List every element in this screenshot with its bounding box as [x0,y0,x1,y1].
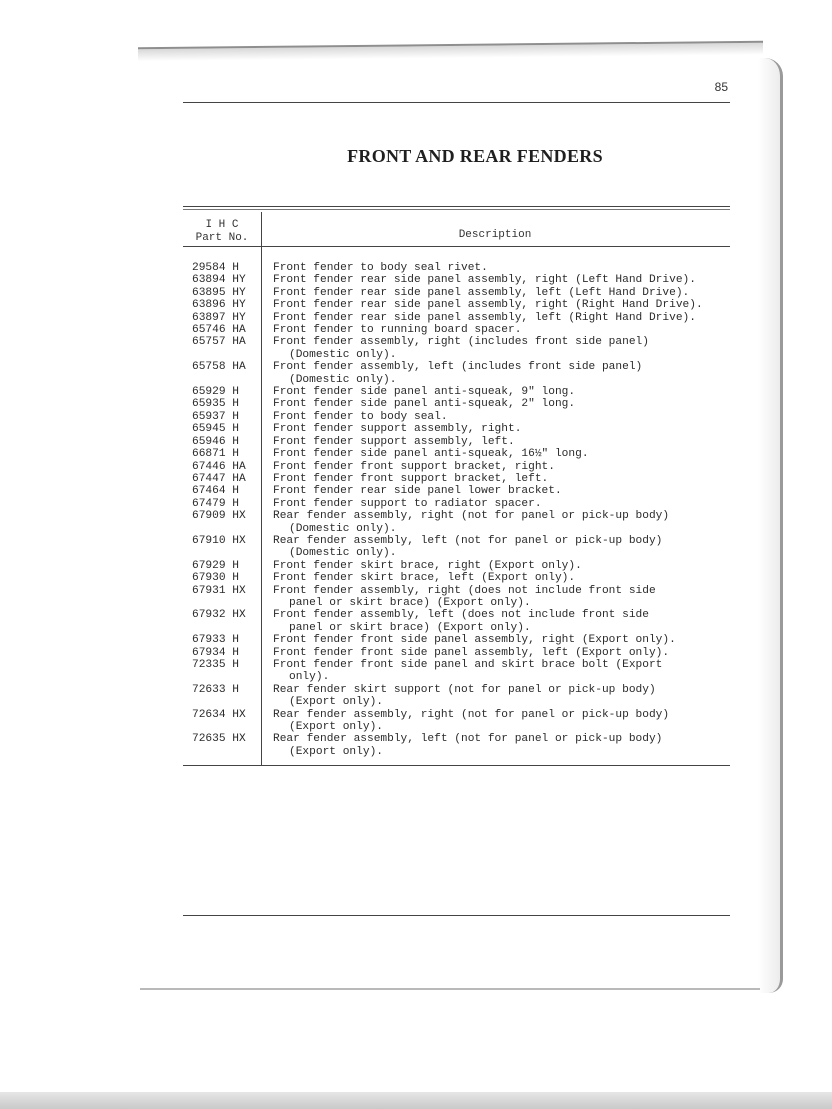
part-number: 67933 H [192,634,239,647]
part-number: 65746 HA [192,324,246,337]
description-line: Front fender rear side panel lower bracket. [273,485,562,498]
table-row [192,684,752,709]
part-number: 67929 H [192,559,239,572]
description-line: Front fender side panel anti-squeak, 2" long. [273,398,576,411]
description-continuation: panel or skirt brace) (Export only). [289,621,531,634]
part-number: 67931 HX [192,584,246,597]
table-row [192,709,752,734]
table-row [192,485,752,497]
table-row [192,312,752,324]
part-number: 65946 H [192,435,239,448]
part-description [273,473,752,485]
part-number: 63894 HY [192,274,246,287]
part-description [273,510,752,535]
part-description [273,498,752,510]
column-header-description: Description [458,229,532,241]
description-line: Front fender to body seal. [273,410,448,423]
page-title: FRONT AND REAR FENDERS [347,146,603,166]
table-row [192,733,752,758]
table-row [192,585,752,610]
header-rule [183,102,730,103]
description-line: Front fender support assembly, left. [273,435,515,448]
part-description [273,609,752,634]
page-number: 85 [714,80,728,94]
description-continuation: (Export only). [289,696,383,709]
table-row [192,461,752,473]
column-header-part-line1: I H C [205,219,239,231]
description-line: Front fender assembly, left (does not include front side [273,609,649,622]
part-number: 65945 H [192,423,239,436]
description-line: Front fender side panel anti-squeak, 16½" long. [273,448,589,461]
description-line: Rear fender skirt support (not for panel or pick-up body) [273,683,656,696]
parts-list [192,262,752,758]
description-line: Front fender front side panel and skirt brace bolt (Export [273,659,663,671]
part-description [273,386,752,398]
table-row [192,436,752,448]
description-line: Front fender skirt brace, left (Export only). [273,572,576,585]
description-line: Front fender rear side panel assembly, right (Right Hand Drive). [273,299,703,312]
part-number: 65757 HA [192,336,246,349]
description-line: Front fender rear side panel assembly, left (Right Hand Drive). [273,311,696,324]
table-row [192,336,752,361]
part-description [273,461,752,473]
part-number: 63896 HY [192,299,246,312]
part-description [273,336,752,361]
part-description [273,262,752,274]
table-row [192,299,752,311]
part-description [273,684,752,709]
part-number: 72335 H [192,659,239,671]
description-line: Front fender assembly, left (includes front side panel) [273,361,643,374]
footer-rule [183,915,730,916]
part-number: 65758 HA [192,361,246,374]
part-description [273,733,752,758]
description-line: Front fender side panel anti-squeak, 9" long. [273,386,576,399]
part-number: 72635 HX [192,733,246,746]
table-top-rule-inner [183,209,730,210]
part-number: 72633 H [192,683,239,696]
description-line: Front fender assembly, right (includes front side panel) [273,336,649,349]
description-line: Front fender front side panel assembly, left (Export only). [273,646,670,659]
part-description [273,299,752,311]
description-continuation: (Domestic only). [289,522,397,535]
part-number: 67930 H [192,572,239,585]
part-description [273,324,752,336]
description-line: Rear fender assembly, right (not for panel or pick-up body) [273,708,670,721]
part-description [273,535,752,560]
description-line: Front fender assembly, right (does not include front side [273,584,656,597]
table-row [192,448,752,460]
part-number: 67934 H [192,646,239,659]
description-line: Front fender rear side panel assembly, left (Left Hand Drive). [273,286,690,299]
table-row [192,398,752,410]
description-continuation: (Export only). [289,721,383,734]
description-line: Front fender front support bracket, right. [273,460,555,473]
part-description [273,423,752,435]
table-row [192,572,752,584]
part-number: 67446 HA [192,460,246,473]
part-number: 67479 H [192,497,239,510]
table-row [192,287,752,299]
part-description [273,448,752,460]
description-continuation: (Export only). [289,745,383,758]
scan-page-edge-right [758,58,783,993]
scan-page-edge-bottom [140,988,760,990]
part-number: 66871 H [192,448,239,461]
table-top-rule [183,206,730,207]
part-number: 63897 HY [192,311,246,324]
part-description [273,398,752,410]
table-row [192,659,752,684]
description-continuation: (Domestic only). [289,373,397,386]
part-description [273,312,752,324]
part-description [273,585,752,610]
description-line: Front fender support assembly, right. [273,423,522,436]
part-description [273,274,752,286]
part-description [273,659,752,684]
part-description [273,560,752,572]
description-line: Rear fender assembly, left (not for panel or pick-up body) [273,733,663,746]
description-line: Rear fender assembly, right (not for panel or pick-up body) [273,510,670,523]
part-number: 67909 HX [192,510,246,523]
part-number: 67464 H [192,485,239,498]
description-line: Front fender front side panel assembly, right (Export only). [273,634,676,647]
column-header-part-no [186,219,258,245]
table-row [192,473,752,485]
table-row [192,634,752,646]
description-continuation: panel or skirt brace) (Export only). [289,596,531,609]
table-row [192,423,752,435]
part-number: 63895 HY [192,286,246,299]
table-bottom-rule [183,765,730,766]
part-number: 65935 H [192,398,239,411]
table-row [192,560,752,572]
table-row [192,535,752,560]
table-row [192,647,752,659]
part-number: 65929 H [192,386,239,399]
description-line: Front fender to body seal rivet. [273,262,488,274]
part-number: 72634 HX [192,708,246,721]
part-description [273,361,752,386]
description-line: Front fender support to radiator spacer. [273,497,542,510]
table-row [192,274,752,286]
table-header-rule [183,246,730,247]
part-description [273,411,752,423]
description-line: Front fender skirt brace, right (Export only). [273,559,582,572]
part-description [273,647,752,659]
table-row [192,510,752,535]
scan-bottom-strip [0,1092,832,1109]
part-description [273,572,752,584]
table-row [192,262,752,274]
table-row [192,324,752,336]
column-header-part-line2: Part No. [195,232,249,244]
description-line: Rear fender assembly, left (not for panel or pick-up body) [273,534,663,547]
part-number: 67910 HX [192,534,246,547]
table-row [192,609,752,634]
table-row [192,411,752,423]
part-number: 29584 H [192,262,239,274]
table-row [192,361,752,386]
part-description [273,436,752,448]
part-description [273,634,752,646]
description-line: Front fender to running board spacer. [273,324,522,337]
scan-page-edge-top [138,41,763,62]
part-number: 67447 HA [192,472,246,485]
part-number: 67932 HX [192,609,246,622]
description-continuation: only). [289,671,330,684]
description-continuation: (Domestic only). [289,547,397,560]
part-number: 65937 H [192,410,239,423]
description-continuation: (Domestic only). [289,348,397,361]
part-description [273,485,752,497]
description-line: Front fender rear side panel assembly, right (Left Hand Drive). [273,274,696,287]
table-row [192,498,752,510]
description-line: Front fender front support bracket, left. [273,472,549,485]
part-description [273,287,752,299]
part-description [273,709,752,734]
table-row [192,386,752,398]
